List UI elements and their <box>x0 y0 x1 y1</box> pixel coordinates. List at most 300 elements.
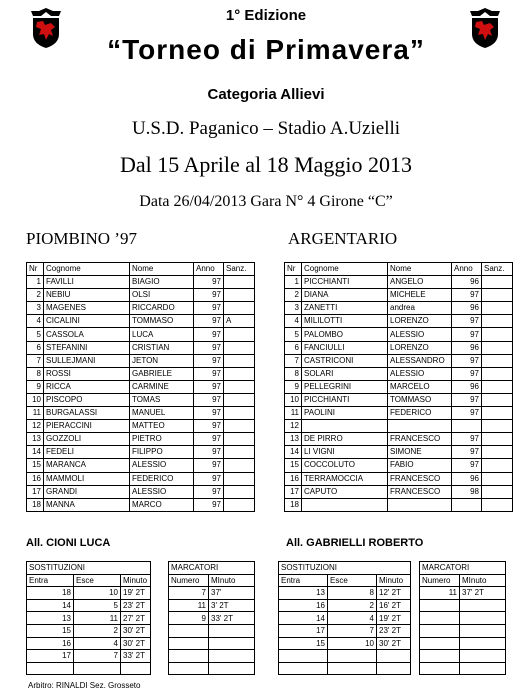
player-number: 8 <box>285 367 302 380</box>
substitution-row <box>279 599 411 612</box>
player-surname: LI VIGNI <box>302 446 388 459</box>
player-firstname: ALESSANDRO <box>388 354 452 367</box>
scorer-minute <box>209 662 255 675</box>
player-sanction <box>482 341 513 354</box>
player-year: 97 <box>452 459 482 472</box>
player-surname: PELLEGRINI <box>302 380 388 393</box>
player-surname: SULLEJMANI <box>44 354 130 367</box>
sub-in: 13 <box>27 612 74 625</box>
player-year: 97 <box>194 354 224 367</box>
player-firstname: MATTEO <box>130 420 194 433</box>
player-firstname: JETON <box>130 354 194 367</box>
player-sanction <box>224 498 255 511</box>
player-number: 6 <box>285 341 302 354</box>
player-firstname: OLSI <box>130 289 194 302</box>
player-sanction <box>224 446 255 459</box>
substitution-row <box>27 662 151 675</box>
player-year: 97 <box>194 498 224 511</box>
player-surname: GRANDI <box>44 485 130 498</box>
subs-title: SOSTITUZIONI <box>27 562 151 575</box>
scorer-row <box>169 587 255 600</box>
player-sanction <box>482 407 513 420</box>
substitution-row <box>27 599 151 612</box>
player-firstname <box>388 498 452 511</box>
sub-minute: 30' 2T <box>377 637 411 650</box>
scorer-number: 7 <box>169 587 209 600</box>
col-year-header: Anno <box>452 263 482 276</box>
scorer-number-header: Numero <box>420 574 460 587</box>
player-year: 98 <box>452 485 482 498</box>
player-row <box>285 420 513 433</box>
scorer-number <box>169 624 209 637</box>
player-row <box>285 289 513 302</box>
player-year: 97 <box>194 433 224 446</box>
sub-out: 11 <box>74 612 121 625</box>
player-firstname: andrea <box>388 302 452 315</box>
player-number: 10 <box>285 393 302 406</box>
right-substitutions-table <box>278 561 411 675</box>
substitution-row <box>279 650 411 663</box>
sub-in: 17 <box>27 650 74 663</box>
sub-minute: 19' 2T <box>377 612 411 625</box>
player-row <box>27 407 255 420</box>
scorer-number <box>420 599 460 612</box>
player-surname: DIANA <box>302 289 388 302</box>
player-year: 96 <box>452 472 482 485</box>
player-number: 3 <box>27 302 44 315</box>
player-row <box>27 459 255 472</box>
player-row <box>285 446 513 459</box>
col-nr-header: Nr <box>27 263 44 276</box>
player-year: 96 <box>452 380 482 393</box>
player-firstname: ANGELO <box>388 276 452 289</box>
player-surname: ROSSI <box>44 367 130 380</box>
player-number: 7 <box>27 354 44 367</box>
player-surname: PICCHIANTI <box>302 393 388 406</box>
substitution-row <box>279 624 411 637</box>
player-sanction <box>224 459 255 472</box>
scorer-number <box>420 662 460 675</box>
player-sanction <box>224 289 255 302</box>
player-sanction <box>482 433 513 446</box>
player-surname: PICCHIANTI <box>302 276 388 289</box>
player-firstname: FILIPPO <box>130 446 194 459</box>
sub-in: 17 <box>279 624 328 637</box>
player-row <box>285 472 513 485</box>
player-year: 97 <box>194 328 224 341</box>
scorer-number <box>169 637 209 650</box>
scorers-title: MARCATORI <box>420 562 506 575</box>
player-firstname: FRANCESCO <box>388 433 452 446</box>
player-row <box>27 380 255 393</box>
player-firstname: MICHELE <box>388 289 452 302</box>
player-firstname: SIMONE <box>388 446 452 459</box>
player-year: 97 <box>452 328 482 341</box>
player-year: 97 <box>452 393 482 406</box>
sub-out: 4 <box>328 612 377 625</box>
sub-in: 14 <box>27 599 74 612</box>
left-roster-table <box>26 262 255 512</box>
sub-out: 7 <box>74 650 121 663</box>
player-year: 97 <box>194 459 224 472</box>
scorers-title-row <box>169 562 255 575</box>
player-firstname: FRANCESCO <box>388 485 452 498</box>
player-sanction <box>224 302 255 315</box>
scorer-number <box>420 650 460 663</box>
sub-minute <box>377 650 411 663</box>
player-year: 97 <box>452 433 482 446</box>
player-surname: MAGENES <box>44 302 130 315</box>
player-firstname: LUCA <box>130 328 194 341</box>
player-sanction <box>482 472 513 485</box>
player-number: 18 <box>27 498 44 511</box>
player-firstname: FRANCESCO <box>388 472 452 485</box>
player-row <box>285 485 513 498</box>
player-row <box>27 289 255 302</box>
scorer-row <box>420 650 506 663</box>
player-sanction <box>482 276 513 289</box>
player-row <box>285 354 513 367</box>
player-surname: MARANCA <box>44 459 130 472</box>
player-surname: SOLARI <box>302 367 388 380</box>
player-year: 97 <box>452 289 482 302</box>
player-surname: FEDELI <box>44 446 130 459</box>
subs-header-row <box>27 574 151 587</box>
left-scorers-table <box>168 561 255 675</box>
scorer-minute: 3' 2T <box>209 599 255 612</box>
player-row <box>27 315 255 328</box>
scorers-title-row <box>420 562 506 575</box>
scorer-row <box>420 612 506 625</box>
match-info: Data 26/04/2013 Gara N° 4 Girone “C” <box>139 193 393 210</box>
sub-minute: 33' 2T <box>121 650 151 663</box>
sub-minute: 30' 2T <box>121 624 151 637</box>
col-year-header: Anno <box>194 263 224 276</box>
player-sanction <box>482 302 513 315</box>
player-number: 6 <box>27 341 44 354</box>
col-firstname-header: Nome <box>388 263 452 276</box>
scorer-number: 9 <box>169 612 209 625</box>
subs-in-header: Entra <box>279 574 328 587</box>
scorer-row <box>420 662 506 675</box>
player-firstname: TOMMASO <box>388 393 452 406</box>
scorer-minute-header: MInuto <box>460 574 506 587</box>
player-row <box>27 472 255 485</box>
player-row <box>27 341 255 354</box>
player-year: 97 <box>194 289 224 302</box>
category-label: Categoria Allievi <box>207 86 325 103</box>
player-number: 16 <box>285 472 302 485</box>
player-sanction <box>224 328 255 341</box>
subs-minute-header: Minuto <box>377 574 411 587</box>
player-row <box>285 459 513 472</box>
player-number: 16 <box>27 472 44 485</box>
scorer-row <box>169 662 255 675</box>
scorer-row <box>420 637 506 650</box>
sub-out <box>74 662 121 675</box>
player-surname: FAVILLI <box>44 276 130 289</box>
sub-in: 13 <box>279 587 328 600</box>
player-firstname: TOMAS <box>130 393 194 406</box>
player-sanction <box>224 472 255 485</box>
substitution-row <box>27 650 151 663</box>
sub-in <box>279 650 328 663</box>
player-firstname: ALESSIO <box>130 459 194 472</box>
player-year: 97 <box>194 341 224 354</box>
subs-minute-header: Minuto <box>121 574 151 587</box>
player-row <box>285 276 513 289</box>
player-row <box>27 420 255 433</box>
player-row <box>27 433 255 446</box>
player-surname: CASSOLA <box>44 328 130 341</box>
player-surname: STEFANINI <box>44 341 130 354</box>
player-sanction <box>482 380 513 393</box>
player-firstname: FEDERICO <box>388 407 452 420</box>
scorer-minute-header: MInuto <box>209 574 255 587</box>
sub-out: 4 <box>74 637 121 650</box>
player-number: 15 <box>27 459 44 472</box>
player-firstname: ALESSIO <box>388 328 452 341</box>
scorer-minute <box>460 599 506 612</box>
player-firstname: CARMINE <box>130 380 194 393</box>
player-row <box>27 498 255 511</box>
player-year: 96 <box>452 341 482 354</box>
player-number: 2 <box>27 289 44 302</box>
scorer-number <box>420 637 460 650</box>
scorer-minute <box>460 612 506 625</box>
scorers-header-row <box>420 574 506 587</box>
player-sanction <box>482 420 513 433</box>
player-year: 97 <box>452 446 482 459</box>
subs-title-row <box>27 562 151 575</box>
subs-title: SOSTITUZIONI <box>279 562 411 575</box>
player-year: 97 <box>194 276 224 289</box>
player-surname: MILILOTTI <box>302 315 388 328</box>
scorer-minute: 37' <box>209 587 255 600</box>
player-surname: CASTRICONI <box>302 354 388 367</box>
player-year: 97 <box>194 367 224 380</box>
player-surname: NEBIU <box>44 289 130 302</box>
sub-in <box>27 662 74 675</box>
player-sanction <box>482 289 513 302</box>
player-row <box>285 380 513 393</box>
player-year: 97 <box>452 367 482 380</box>
player-sanction <box>224 393 255 406</box>
sub-in: 16 <box>27 637 74 650</box>
col-firstname-header: Nome <box>130 263 194 276</box>
player-number: 11 <box>285 407 302 420</box>
player-surname: PIERACCINI <box>44 420 130 433</box>
player-number: 17 <box>27 485 44 498</box>
scorer-minute: 37' 2T <box>460 587 506 600</box>
player-number: 10 <box>27 393 44 406</box>
player-row <box>27 276 255 289</box>
player-surname: FANCIULLI <box>302 341 388 354</box>
player-firstname: GABRIELE <box>130 367 194 380</box>
player-sanction <box>224 354 255 367</box>
scorer-number-header: Numero <box>169 574 209 587</box>
sub-in: 18 <box>27 587 74 600</box>
right-scorers-table <box>419 561 506 675</box>
player-surname: GOZZOLI <box>44 433 130 446</box>
player-surname: ZANETTI <box>302 302 388 315</box>
right-roster-table <box>284 262 513 512</box>
tournament-title: “Torneo di Primavera” <box>107 34 425 65</box>
player-firstname: PIETRO <box>130 433 194 446</box>
referee-label: Arbitro: RINALDI Sez. Grosseto <box>28 681 141 690</box>
sub-in: 16 <box>279 599 328 612</box>
player-firstname: ALESSIO <box>130 485 194 498</box>
subs-title-row <box>279 562 411 575</box>
player-row <box>285 315 513 328</box>
player-firstname: ALESSIO <box>388 367 452 380</box>
player-firstname <box>388 420 452 433</box>
scorer-row <box>420 599 506 612</box>
player-number: 5 <box>285 328 302 341</box>
venue-label: U.S.D. Paganico – Stadio A.Uzielli <box>131 118 401 139</box>
sub-out: 5 <box>74 599 121 612</box>
player-row <box>27 367 255 380</box>
player-sanction: A <box>224 315 255 328</box>
player-sanction <box>224 485 255 498</box>
player-sanction <box>224 380 255 393</box>
subs-out-header: Esce <box>328 574 377 587</box>
substitution-row <box>27 624 151 637</box>
player-row <box>285 367 513 380</box>
subs-out-header: Esce <box>74 574 121 587</box>
scorer-number: 11 <box>169 599 209 612</box>
left-team-name: PIOMBINO ’97 <box>26 229 137 248</box>
sub-out: 2 <box>328 599 377 612</box>
sub-out <box>328 662 377 675</box>
subs-header-row <box>279 574 411 587</box>
player-row <box>27 302 255 315</box>
player-row <box>285 433 513 446</box>
player-surname: PAOLINI <box>302 407 388 420</box>
player-number: 17 <box>285 485 302 498</box>
player-row <box>285 302 513 315</box>
player-number: 12 <box>27 420 44 433</box>
player-number: 9 <box>285 380 302 393</box>
player-surname <box>302 420 388 433</box>
player-sanction <box>482 485 513 498</box>
player-firstname: LORENZO <box>388 315 452 328</box>
player-sanction <box>482 393 513 406</box>
player-surname: PALOMBO <box>302 328 388 341</box>
substitution-row <box>27 612 151 625</box>
scorer-minute <box>209 637 255 650</box>
player-number: 4 <box>285 315 302 328</box>
scorer-minute <box>460 637 506 650</box>
sub-in: 15 <box>27 624 74 637</box>
player-number: 13 <box>285 433 302 446</box>
player-row <box>27 485 255 498</box>
player-year: 97 <box>194 472 224 485</box>
player-number: 14 <box>27 446 44 459</box>
scorers-header-row <box>169 574 255 587</box>
player-year: 96 <box>452 302 482 315</box>
player-number: 8 <box>27 367 44 380</box>
sub-in: 14 <box>279 612 328 625</box>
col-nr-header: Nr <box>285 263 302 276</box>
scorer-row <box>420 624 506 637</box>
player-firstname: FABIO <box>388 459 452 472</box>
player-firstname: RICCARDO <box>130 302 194 315</box>
col-surname-header: Cognome <box>302 263 388 276</box>
scorer-minute <box>209 650 255 663</box>
player-surname: TERRAMOCCIA <box>302 472 388 485</box>
player-sanction <box>482 498 513 511</box>
player-surname: MAMMOLI <box>44 472 130 485</box>
substitution-row <box>27 587 151 600</box>
player-row <box>285 328 513 341</box>
sub-minute: 19' 2T <box>121 587 151 600</box>
substitution-row <box>279 637 411 650</box>
player-surname: BURGALASSI <box>44 407 130 420</box>
edition-label: 1° Edizione <box>225 7 307 24</box>
col-surname-header: Cognome <box>44 263 130 276</box>
player-year <box>452 420 482 433</box>
player-sanction <box>482 315 513 328</box>
player-sanction <box>482 367 513 380</box>
player-firstname: BIAGIO <box>130 276 194 289</box>
player-number: 1 <box>285 276 302 289</box>
scorer-minute <box>460 624 506 637</box>
player-row <box>27 446 255 459</box>
player-row <box>285 393 513 406</box>
scorer-number <box>169 662 209 675</box>
player-firstname: FEDERICO <box>130 472 194 485</box>
player-year: 97 <box>194 446 224 459</box>
player-year: 97 <box>194 485 224 498</box>
roster-header-row <box>27 263 255 276</box>
scorer-number <box>420 612 460 625</box>
sub-minute <box>377 662 411 675</box>
scorer-number <box>169 650 209 663</box>
scorer-row <box>169 650 255 663</box>
player-row <box>27 393 255 406</box>
sub-out: 7 <box>328 624 377 637</box>
player-firstname: LORENZO <box>388 341 452 354</box>
player-sanction <box>224 420 255 433</box>
substitution-row <box>27 637 151 650</box>
substitution-row <box>279 587 411 600</box>
player-number: 2 <box>285 289 302 302</box>
player-year: 97 <box>452 354 482 367</box>
scorers-title: MARCATORI <box>169 562 255 575</box>
player-sanction <box>224 276 255 289</box>
player-number: 9 <box>27 380 44 393</box>
player-number: 5 <box>27 328 44 341</box>
player-surname: CICALINI <box>44 315 130 328</box>
scorer-minute: 33' 2T <box>209 612 255 625</box>
col-sanction-header: Sanz. <box>224 263 255 276</box>
scorer-minute <box>209 624 255 637</box>
sub-minute: 12' 2T <box>377 587 411 600</box>
sub-out: 10 <box>74 587 121 600</box>
sub-out: 8 <box>328 587 377 600</box>
player-number: 13 <box>27 433 44 446</box>
player-firstname: TOMMASO <box>130 315 194 328</box>
player-year: 96 <box>452 276 482 289</box>
player-year: 97 <box>452 407 482 420</box>
player-sanction <box>224 433 255 446</box>
right-team-name: ARGENTARIO <box>288 229 398 248</box>
player-number: 18 <box>285 498 302 511</box>
player-row <box>285 341 513 354</box>
player-number: 3 <box>285 302 302 315</box>
sub-minute <box>121 662 151 675</box>
